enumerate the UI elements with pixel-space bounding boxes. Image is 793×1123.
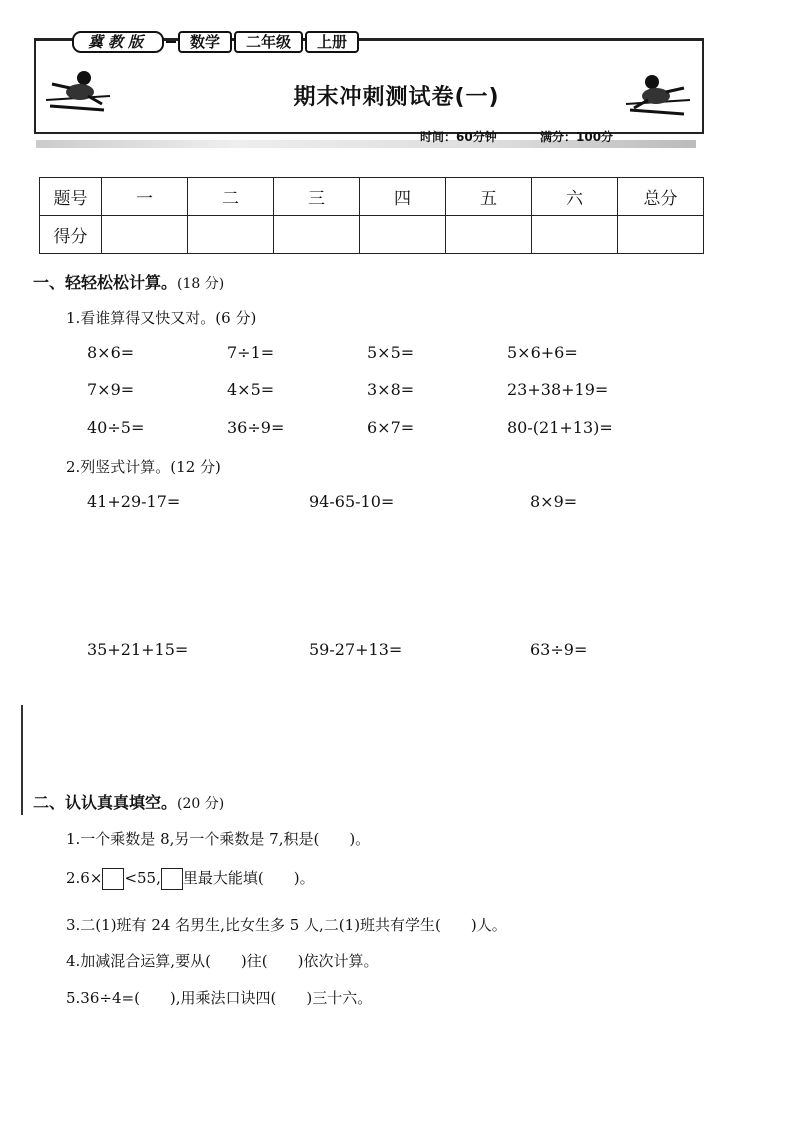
- header-tags: [72, 31, 361, 53]
- section-2-points: (20 分): [177, 796, 225, 812]
- section-2-title: 二、认认真真填空。: [33, 793, 178, 812]
- section-1-heading: [33, 270, 224, 293]
- score-label-cell: 得分: [40, 216, 102, 254]
- equation: 36÷9=: [227, 418, 285, 437]
- page-title: 期末冲刺测试卷(一): [293, 85, 500, 110]
- equation: 6×7=: [367, 418, 415, 437]
- equation: 5×6+6=: [507, 343, 578, 362]
- answer-box[interactable]: [102, 868, 124, 890]
- section-1-points: (18 分): [177, 276, 225, 292]
- section-2-heading: [33, 790, 224, 813]
- equation: 5×5=: [367, 343, 415, 362]
- question-2-1: 1.一个乘数是 8,另一个乘数是 7,积是( )。: [66, 830, 371, 848]
- column-header: 三: [274, 178, 360, 216]
- column-header: 六: [532, 178, 618, 216]
- question-2-2-part-b: <55,: [124, 869, 161, 887]
- column-header: 二: [188, 178, 274, 216]
- equation: 80-(21+13)=: [507, 418, 613, 437]
- equation: 8×6=: [87, 343, 135, 362]
- column-header: 总分: [618, 178, 704, 216]
- full-score: 满分：100分: [540, 130, 614, 144]
- column-header: 四: [360, 178, 446, 216]
- question-2-2-part-a: 2.6×: [66, 869, 103, 887]
- vertical-calc-equation: 35+21+15=: [87, 640, 189, 659]
- section-1-title: 一、轻轻松松计算。: [33, 273, 178, 292]
- score-table: [39, 177, 704, 254]
- score-cell[interactable]: [188, 216, 274, 254]
- score-cell[interactable]: [360, 216, 446, 254]
- question-1-1-label: 1.看谁算得又快又对。(6 分): [66, 309, 257, 327]
- term-tag: 上册: [305, 31, 359, 53]
- grade-tag: 二年级: [234, 31, 303, 53]
- margin-line: [21, 705, 23, 815]
- equation: 3×8=: [367, 380, 415, 399]
- score-cell[interactable]: [446, 216, 532, 254]
- score-cell[interactable]: [532, 216, 618, 254]
- equation: 7×9=: [87, 380, 135, 399]
- score-table-header-row: [40, 178, 704, 216]
- vertical-calc-equation: 41+29-17=: [87, 492, 181, 511]
- vertical-calc-equation: 94-65-10=: [309, 492, 395, 511]
- exam-time: 时间：60分钟: [420, 130, 497, 144]
- column-header: 五: [446, 178, 532, 216]
- question-2-2: [66, 867, 315, 890]
- question-2-3: 3.二(1)班有 24 名男生,比女生多 5 人,二(1)班共有学生( )人。: [66, 916, 507, 934]
- question-2-4: 4.加减混合运算,要从( )往( )依次计算。: [66, 952, 379, 970]
- vertical-calc-equation: 8×9=: [530, 492, 578, 511]
- score-cell[interactable]: [618, 216, 704, 254]
- score-cell[interactable]: [274, 216, 360, 254]
- score-cell[interactable]: [102, 216, 188, 254]
- equation: 23+38+19=: [507, 380, 609, 399]
- column-header: 一: [102, 178, 188, 216]
- question-2-5: 5.36÷4=( ),用乘法口诀四( )三十六。: [66, 989, 373, 1007]
- vertical-calc-equation: 63÷9=: [530, 640, 588, 659]
- equation: 40÷5=: [87, 418, 145, 437]
- subject-tag: 数学: [178, 31, 232, 53]
- answer-box[interactable]: [161, 868, 183, 890]
- question-2-2-part-c: 里最大能填( )。: [182, 869, 315, 887]
- header-label-cell: 题号: [40, 178, 102, 216]
- publisher-tag: 冀教版: [72, 31, 164, 53]
- vertical-calc-equation: 59-27+13=: [309, 640, 403, 659]
- equation: 7÷1=: [227, 343, 275, 362]
- score-table-score-row: [40, 216, 704, 254]
- question-1-2-label: 2.列竖式计算。(12 分): [66, 458, 221, 476]
- equation: 4×5=: [227, 380, 275, 399]
